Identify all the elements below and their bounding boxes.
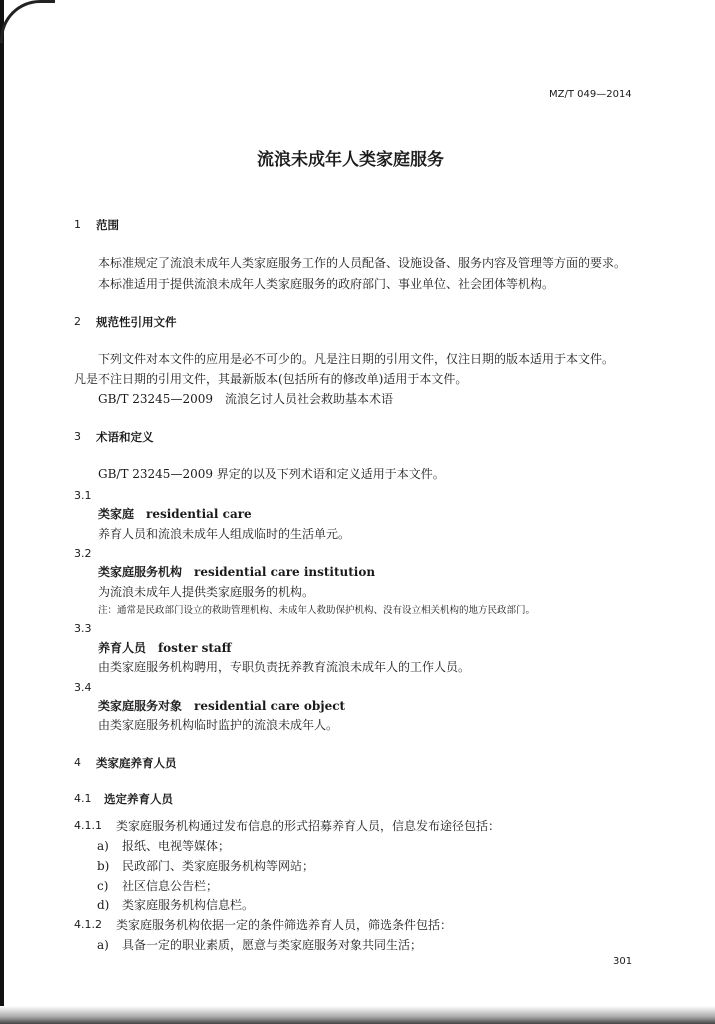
list-item: 类家庭服务机构信息栏。: [122, 898, 255, 912]
term-3-2-note: 注：通常是民政部门设立的救助管理机构、未成年人救助保护机构、没有设立相关机构的地方民政部门。: [98, 605, 536, 616]
subsection-4-1-number: 4.1: [74, 792, 92, 805]
page-number: 301: [613, 956, 633, 967]
section-2-heading: 规范性引用文件: [96, 315, 177, 329]
section-4-heading: 类家庭养育人员: [96, 756, 177, 770]
list-item-label: a): [97, 938, 109, 952]
section-2-reference: GB/T 23245—2009 流浪乞讨人员社会救助基本术语: [98, 392, 393, 406]
section-4-number: 4: [74, 756, 81, 769]
section-3-number: 3: [74, 430, 81, 443]
clause-4-1-1-number: 4.1.1: [74, 819, 102, 832]
section-3-heading: 术语和定义: [96, 430, 154, 444]
section-1-heading: 范围: [96, 218, 119, 232]
term-3-3-definition: 由类家庭服务机构聘用，专职负责抚养教育流浪未成年人的工作人员。: [98, 660, 471, 674]
term-3-4-number: 3.4: [74, 681, 92, 694]
section-2-number: 2: [74, 315, 81, 328]
term-3-1-definition: 养育人员和流浪未成年人组成临时的生活单元。: [98, 527, 351, 541]
list-item: 报纸、电视等媒体；: [122, 839, 231, 853]
section-2-para-1a: 下列文件对本文件的应用是必不可少的。凡是注日期的引用文件，仅注日期的版本适用于本文件。: [98, 352, 615, 366]
term-3-2-definition: 为流浪未成年人提供类家庭服务的机构。: [98, 585, 315, 599]
subsection-4-1-heading: 选定养育人员: [104, 792, 173, 806]
term-3-4-term: 类家庭服务对象 residential care object: [98, 699, 346, 713]
list-item-label: d): [97, 898, 110, 912]
section-1-para-1: 本标准规定了流浪未成年人类家庭服务工作的人员配备、设施设备、服务内容及管理等方面的要求。: [98, 256, 627, 270]
section-1-number: 1: [74, 218, 81, 231]
list-item: 社区信息公告栏；: [122, 879, 219, 893]
term-3-2-term: 类家庭服务机构 residential care institution: [98, 565, 376, 579]
list-item: 民政部门、类家庭服务机构等网站；: [122, 859, 315, 873]
scan-edge-bottom: [0, 1006, 715, 1024]
clause-4-1-2-number: 4.1.2: [74, 918, 102, 931]
section-1-para-2: 本标准适用于提供流浪未成年人类家庭服务的政府部门、事业单位、社会团体等机构。: [98, 277, 555, 291]
term-3-3-term: 养育人员 foster staff: [98, 641, 232, 655]
scan-corner: [0, 0, 55, 43]
list-item-label: a): [97, 839, 109, 853]
list-item-label: b): [97, 859, 110, 873]
term-3-4-definition: 由类家庭服务机构临时监护的流浪未成年人。: [98, 718, 339, 732]
standard-code: MZ/T 049—2014: [549, 89, 632, 100]
page-title: 流浪未成年人类家庭服务: [257, 150, 444, 170]
term-3-3-number: 3.3: [74, 622, 92, 635]
term-3-1-number: 3.1: [74, 489, 92, 502]
list-item: 具备一定的职业素质，愿意与类家庭服务对象共同生活；: [122, 938, 423, 952]
list-item-label: c): [97, 879, 109, 893]
section-3-intro: GB/T 23245—2009 界定的以及下列术语和定义适用于本文件。: [98, 467, 445, 481]
term-3-2-number: 3.2: [74, 547, 92, 560]
section-2-para-1b: 凡是不注日期的引用文件，其最新版本(包括所有的修改单)适用于本文件。: [74, 372, 468, 386]
clause-4-1-2-text: 类家庭服务机构依据一定的条件筛选养育人员，筛选条件包括：: [116, 918, 453, 932]
term-3-1-term: 类家庭 residential care: [98, 507, 252, 521]
clause-4-1-1-text: 类家庭服务机构通过发布信息的形式招募养育人员，信息发布途径包括：: [116, 819, 501, 833]
scan-edge-left: [0, 0, 4, 1024]
